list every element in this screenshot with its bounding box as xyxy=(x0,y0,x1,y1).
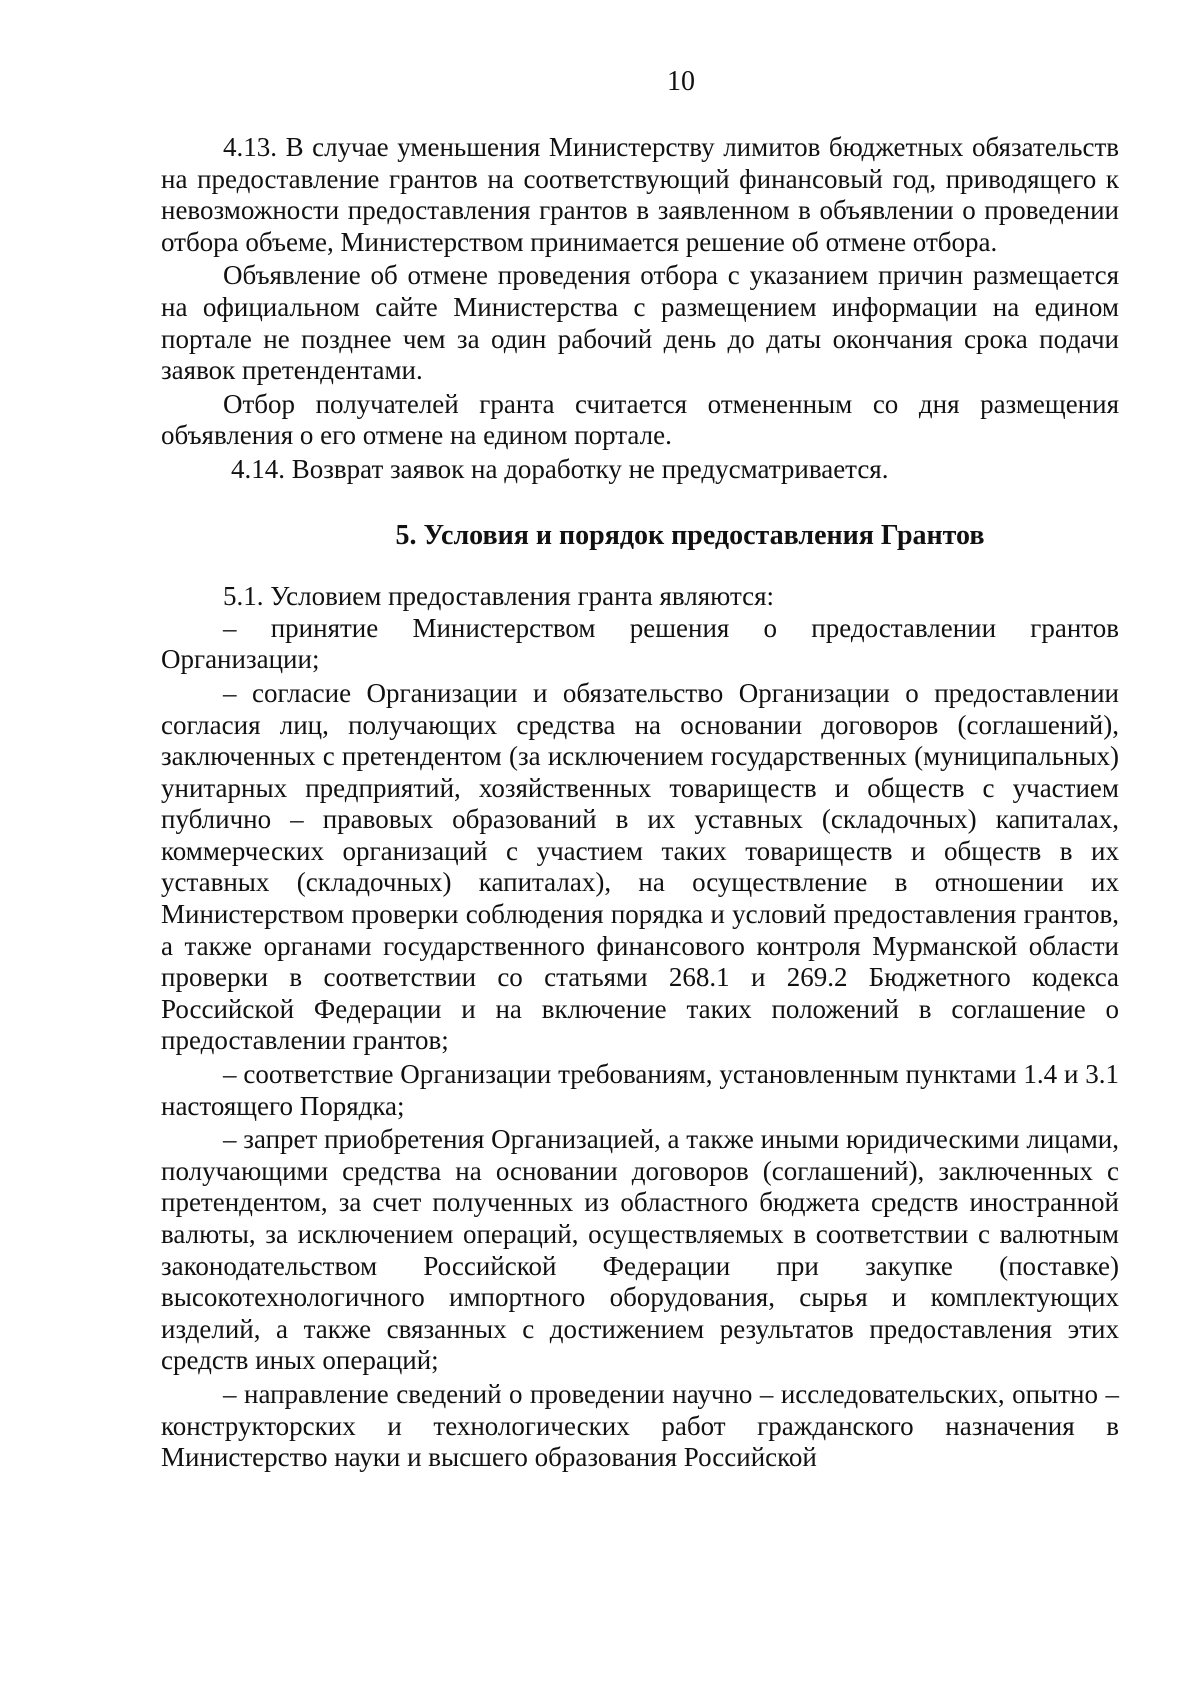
paragraph-cancellation-notice: Объявление об отмене проведения отбора с указанием причин размещается на официальном сайте Министерства с размещением информации на едином портале не позднее чем за один рабочий день до даты окончания срока подачи заявок претендентами. xyxy=(161,260,1119,386)
paragraph-4-14: 4.14. Возврат заявок на доработку не предусматривается. xyxy=(231,453,889,484)
document-body xyxy=(161,132,1119,1474)
paragraph-4-13: 4.13. В случае уменьшения Министерству лимитов бюджетных обязательств на предоставление грантов на соответствующий финансовый год, приводящего к невозможности предоставления грантов в заявленном в объявлении о проведении отбора объеме, Министерством принимается решение об отмене отбора. xyxy=(161,132,1119,257)
list-item-compliance: – соответствие Организации требованиям, установленным пунктами 1.4 и 3.1 настоящего Порядка; xyxy=(161,1059,1119,1121)
list-item-consent: – согласие Организации и обязательство Организации о предоставлении согласия лиц, получающих средства на основании договоров (соглашений), заключенных с претендентом (за исключением государственных (муниципальных) унитарных предприятий, хозяйственных товариществ и обществ с участием публично – правовых образований в их уставных (складочных) капиталах, коммерческих организаций с участием таких товариществ и обществ в их уставных (складочных) капиталах), на осуществление в отношении их Министерством проверки соблюдения порядка и условий предоставления грантов, а также органами государственного финансового контроля Мурманской области проверки в соответствии со статьями 268.1 и 269.2 Бюджетного кодекса Российской Федерации и на включение таких положений в соглашение о предоставлении грантов; xyxy=(161,677,1119,1056)
list-item-currency-ban: – запрет приобретения Организацией, а также иными юридическими лицами, получающими средства на основании договоров (соглашений), заключенных с претендентом, за счет полученных из областного бюджета средств иностранной валюты, за исключением операций, осуществляемых в соответствии с валютным законодательством Российской Федерации при закупке (поставке) высокотехнологичного импортного оборудования, сырья и комплектующих изделий, а также связанных с достижением результатов предоставления этих средств иных операций; xyxy=(161,1124,1119,1376)
section-heading: 5. Условия и порядок предоставления Грантов xyxy=(395,519,985,551)
list-item-research-info: – направление сведений о проведении научно – исследовательских, опытно – конструкторских и технологических работ гражданского назначения в Министерство науки и высшего образования Российской xyxy=(161,1378,1119,1473)
page-number: 10 xyxy=(667,66,695,97)
paragraph-5-1: 5.1. Условием предоставления гранта являются: xyxy=(223,581,775,612)
paragraph-cancellation-effective: Отбор получателей гранта считается отмененным со дня размещения объявления о его отмене на едином портале. xyxy=(161,388,1119,451)
list-item-decision: – принятие Министерством решения о предоставлении грантов Организации; xyxy=(161,612,1119,675)
